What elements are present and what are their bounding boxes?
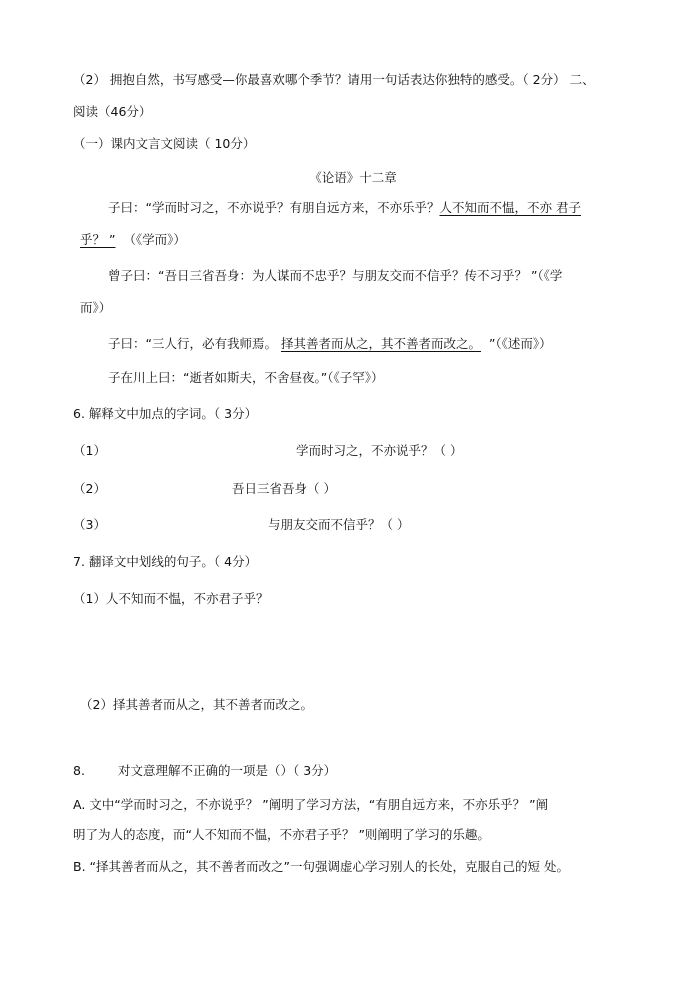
q6-item-2-text: 吾日三省吾身（ ） bbox=[232, 481, 336, 496]
p1-source: （《学而》） bbox=[123, 232, 186, 247]
q6-item-3-text: 与朋友交而不信乎？（ ） bbox=[268, 517, 410, 532]
q8-num: 8. bbox=[73, 763, 85, 778]
q7-item-1: （1）人不知而不愠，不亦君子乎？ bbox=[73, 591, 269, 606]
p1-text: 子曰：“学而时习之，不亦说乎？有朋自远方来，不亦乐乎？ bbox=[108, 200, 440, 215]
q2-line2: 阅读（46分） bbox=[73, 104, 152, 119]
q8-option-a-line1: A. 文中“学而时习之，不亦说乎？ ”阐明了学习方法，“有朋自远方来，不亦乐乎？ ”阐 bbox=[73, 797, 549, 812]
passage-p1-line1 bbox=[108, 200, 581, 216]
q2-line1: （2） 拥抱自然，书写感受—你最喜欢哪个季节？请用一句话表达你独特的感受。（ 2分） 二、 bbox=[73, 72, 595, 87]
section-title: （一）课内文言文阅读（ 10分） bbox=[73, 136, 256, 151]
p1-underlined: 人不知而不愠，不亦 君子 bbox=[439, 200, 581, 215]
passage-p4: 子在川上曰：“逝者如斯夫，不舍昼夜。”（《子罕》） bbox=[108, 370, 384, 385]
p3-underlined: 择其善者而从之，其不善者而改之。 bbox=[280, 336, 481, 351]
passage-p2-line1: 曾子曰：“吾日三省吾身：为人谋而不忠乎？与朋友交而不信乎？传不习乎？ ”（《学 bbox=[108, 268, 563, 283]
q6-item-3-num: （3） bbox=[73, 517, 106, 532]
q8-option-a-line2: 明了为人的态度，而“人不知而不愠，不亦君子乎？ ”则阐明了学习的乐趣。 bbox=[73, 827, 490, 842]
q7-item-2: （2）择其善者而从之，其不善者而改之。 bbox=[80, 697, 313, 712]
passage-p2-line2: 而》） bbox=[80, 300, 112, 315]
passage-p1-line2 bbox=[80, 232, 186, 248]
q6-item-1-num: （1） bbox=[73, 443, 106, 458]
q8-option-b: B. “择其善者而从之，其不善者而改之”一句强调虚心学习别人的长处，克服自己的短 处。 bbox=[73, 859, 569, 874]
passage-title: 《论语》十二章 bbox=[309, 170, 397, 185]
p1-underlined-end: 乎？ ” bbox=[80, 232, 116, 247]
q8-stem: 对文意理解不正确的一项是（）（ 3分） bbox=[118, 763, 337, 778]
q6-item-1-text: 学而时习之，不亦说乎？（ ） bbox=[296, 443, 463, 458]
p3-text: 子曰：“三人行，必有我师焉。 bbox=[108, 336, 277, 351]
q6-stem: 6. 解释文中加点的字词。（ 3分） bbox=[73, 406, 258, 421]
p3-source: ”（《述而》） bbox=[488, 336, 552, 351]
passage-p3 bbox=[108, 336, 552, 352]
q6-item-2-num: （2） bbox=[73, 481, 106, 496]
q7-stem: 7. 翻译文中划线的句子。（ 4分） bbox=[73, 554, 258, 569]
